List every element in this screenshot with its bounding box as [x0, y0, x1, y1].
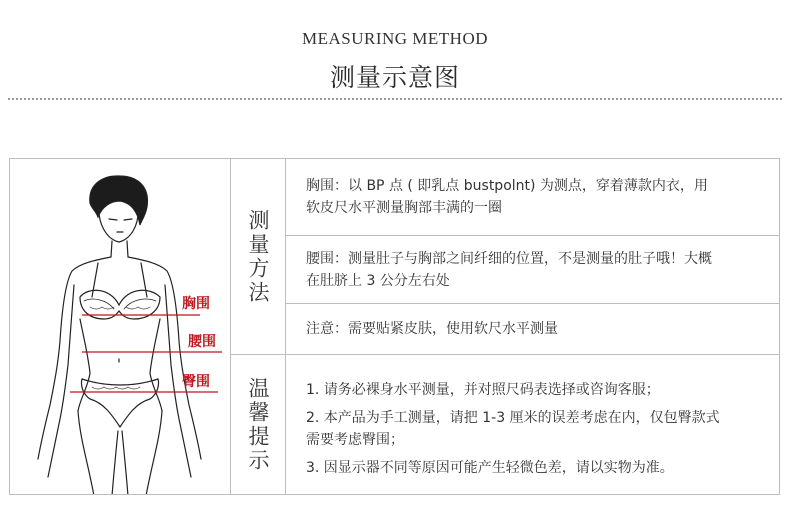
waist-marker: 腰围: [188, 334, 216, 350]
figure-cell: [10, 159, 231, 494]
title-chinese: 测量示意图: [329, 63, 460, 92]
method-row-waist-text: 腰围：测量肚子与胸部之间纤细的位置，不是测量的肚子哦！大概 在肚脐上 3 公分左右处: [306, 250, 712, 289]
method-row-bust: [286, 159, 779, 236]
title-english: MEASURING METHOD: [301, 29, 489, 48]
content-column: [286, 159, 779, 494]
category-tips-label: 温馨提示: [246, 377, 270, 473]
category-column: [231, 159, 286, 494]
category-tips: [231, 355, 285, 495]
method-row-note: [286, 304, 779, 355]
tips-list: [286, 355, 779, 479]
category-method: [231, 159, 285, 355]
dotted-divider: [8, 98, 782, 100]
bust-marker: 胸围: [182, 296, 210, 312]
category-method-label: 测量方法: [246, 208, 270, 305]
method-row-note-text: 注意：需要贴紧皮肤，使用软尺水平测量: [306, 321, 558, 337]
hip-marker: 臀围: [182, 374, 210, 390]
method-row-bust-text: 胸围：以 BP 点 ( 即乳点 bustpolnt) 为测点，穿着薄款内衣，用 软皮尺水平测量胸部丰满的一圈: [306, 178, 708, 216]
body-sketch-illustration: [10, 159, 231, 494]
method-row-waist: [286, 236, 779, 304]
measurement-table: [9, 158, 780, 495]
tips-section: [286, 355, 779, 495]
tip-item: 2. 本产品为手工测量，请把 1-3 厘米的误差考虑在内，仅包臀款式 需要考虑臀围；: [306, 410, 720, 448]
tip-item: 1. 请务必裸身水平测量，并对照尺码表选择或咨询客服；: [306, 382, 660, 398]
tip-item: 3. 因显示器不同等原因可能产生轻微色差，请以实物为准。: [306, 460, 674, 476]
